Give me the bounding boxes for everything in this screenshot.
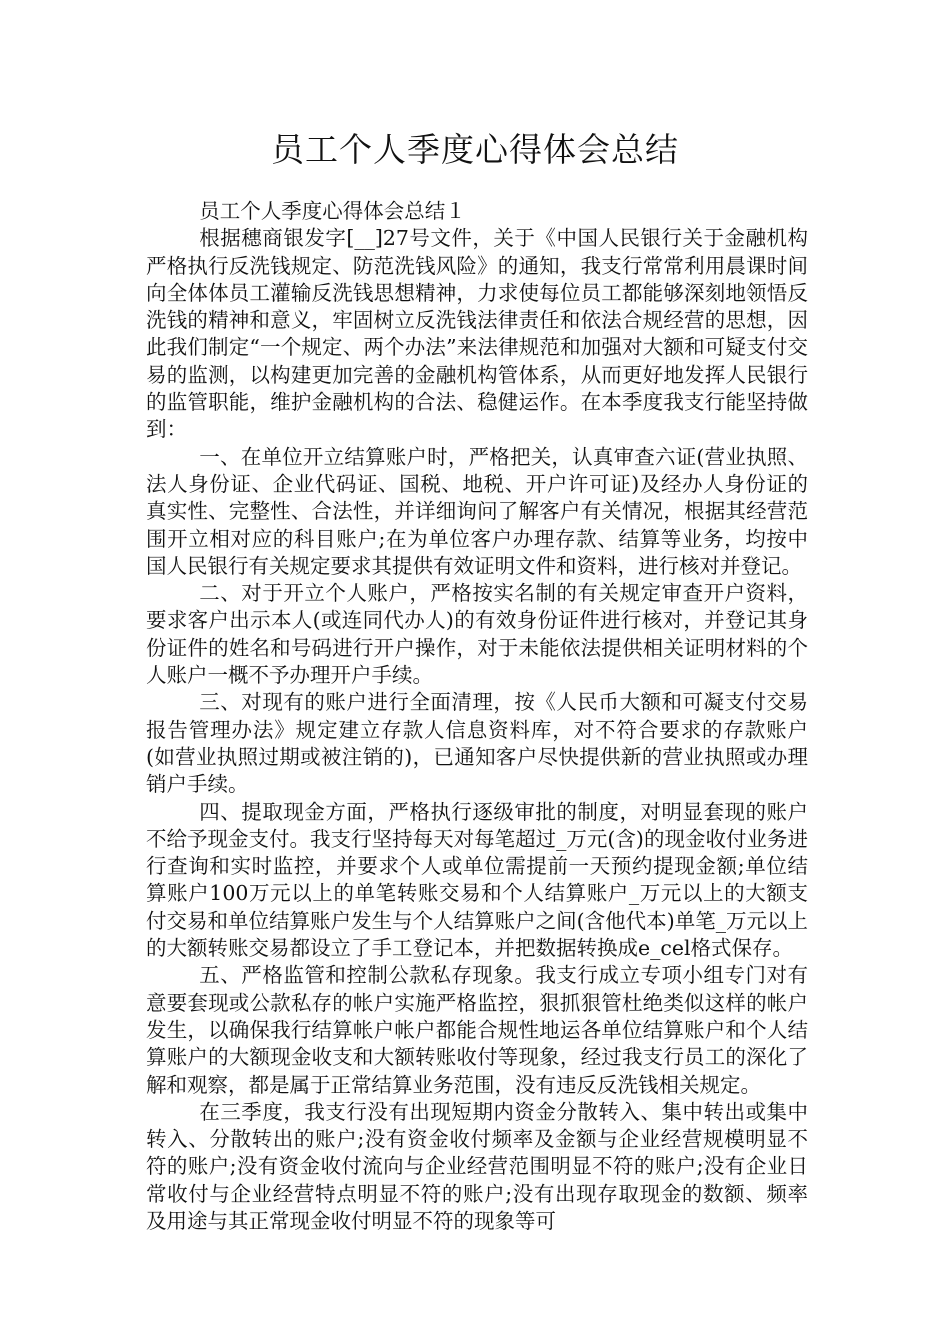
document-title: 员工个人季度心得体会总结 — [271, 130, 679, 169]
paragraph-item-1: 一、在单位开立结算账户时，严格把关，认真审查六证(营业执照、法人身份证、企业代码证、国税、地税、开户许可证)及经办人身份证的真实性、完整性、合法性，并详细询问了解客户有关情况，根据其经营范围开立相对应的科目账户;在为单位客户办理存款、结算等业务，均按中国人民银行有关规定要求其提供有效证明文件和资料，进行核对并登记。 — [146, 444, 808, 578]
paragraph-intro: 根据穗商银发字[__]27号文件，关于《中国人民银行关于金融机构严格执行反洗钱规定、防范洗钱风险》的通知，我支行常常利用晨课时间向全体体员工灌输反洗钱思想精神，力求使每位员工都能够深刻地领悟反洗钱的精神和意义，牢固树立反洗钱法律责任和依法合规经营的思想，因此我们制定“一个规定、两个办法”来法律规范和加强对大额和可疑支付交易的监测，以构建更加完善的金融机构管体系，从而更好地发挥人民银行的监管职能，维护金融机构的合法、稳健运作。在本季度我支行能坚持做到： — [146, 226, 808, 442]
section-heading: 员工个人季度心得体会总结１ — [199, 199, 466, 223]
paragraph-item-3: 三、对现有的账户进行全面清理，按《人民币大额和可凝支付交易报告管理办法》规定建立存款人信息资料库，对不符合要求的存款账户(如营业执照过期或被注销的)，已通知客户尽快提供新的营业执照或办理销户手续。 — [146, 690, 808, 797]
paragraph-item-5: 五、严格监管和控制公款私存现象。我支行成立专项小组专门对有意要套现或公款私存的帐户实施严格监控，狠抓狠管杜绝类似这样的帐户发生，以确保我行结算帐户帐户都能合规性地运各单位结算账户和个人结算账户的大额现金收支和大额转账收付等现象，经过我支行员工的深化了解和观察，都是属于正常结算业务范围，没有违反反洗钱相关规定。 — [146, 963, 808, 1097]
document-body — [146, 198, 808, 1235]
paragraph-item-2: 二、对于开立个人账户，严格按实名制的有关规定审查开户资料，要求客户出示本人(或连同代办人)的有效身份证件进行核对，并登记其身份证件的姓名和号码进行开户操作，对于未能依法提供相关证明材料的个人账户一概不予办理开户手续。 — [146, 581, 808, 688]
paragraph-item-4: 四、提取现金方面，严格执行逐级审批的制度，对明显套现的账户不给予现金支付。我支行坚持每天对每笔超过_万元(含)的现金收付业务进行查询和实时监控，并要求个人或单位需提前一天预约提现金额;单位结算账户100万元以上的单笔转账交易和个人结算账户_万元以上的大额支付交易和单位结算账户发生与个人结算账户之间(含他代本)单笔_万元以上的大额转账交易都设立了手工登记本，并把数据转换成e_cel格式保存。 — [146, 799, 808, 961]
paragraph-q3-summary: 在三季度，我支行没有出现短期内资金分散转入、集中转出或集中转入、分散转出的账户;没有资金收付频率及金额与企业经营规模明显不符的账户;没有资金收付流向与企业经营范围明显不符的账户;没有企业日常收付与企业经营特点明显不符的账户;没有出现存取现金的数额、频率及用途与其正常现金收付明显不符的现象等可 — [146, 1099, 808, 1233]
